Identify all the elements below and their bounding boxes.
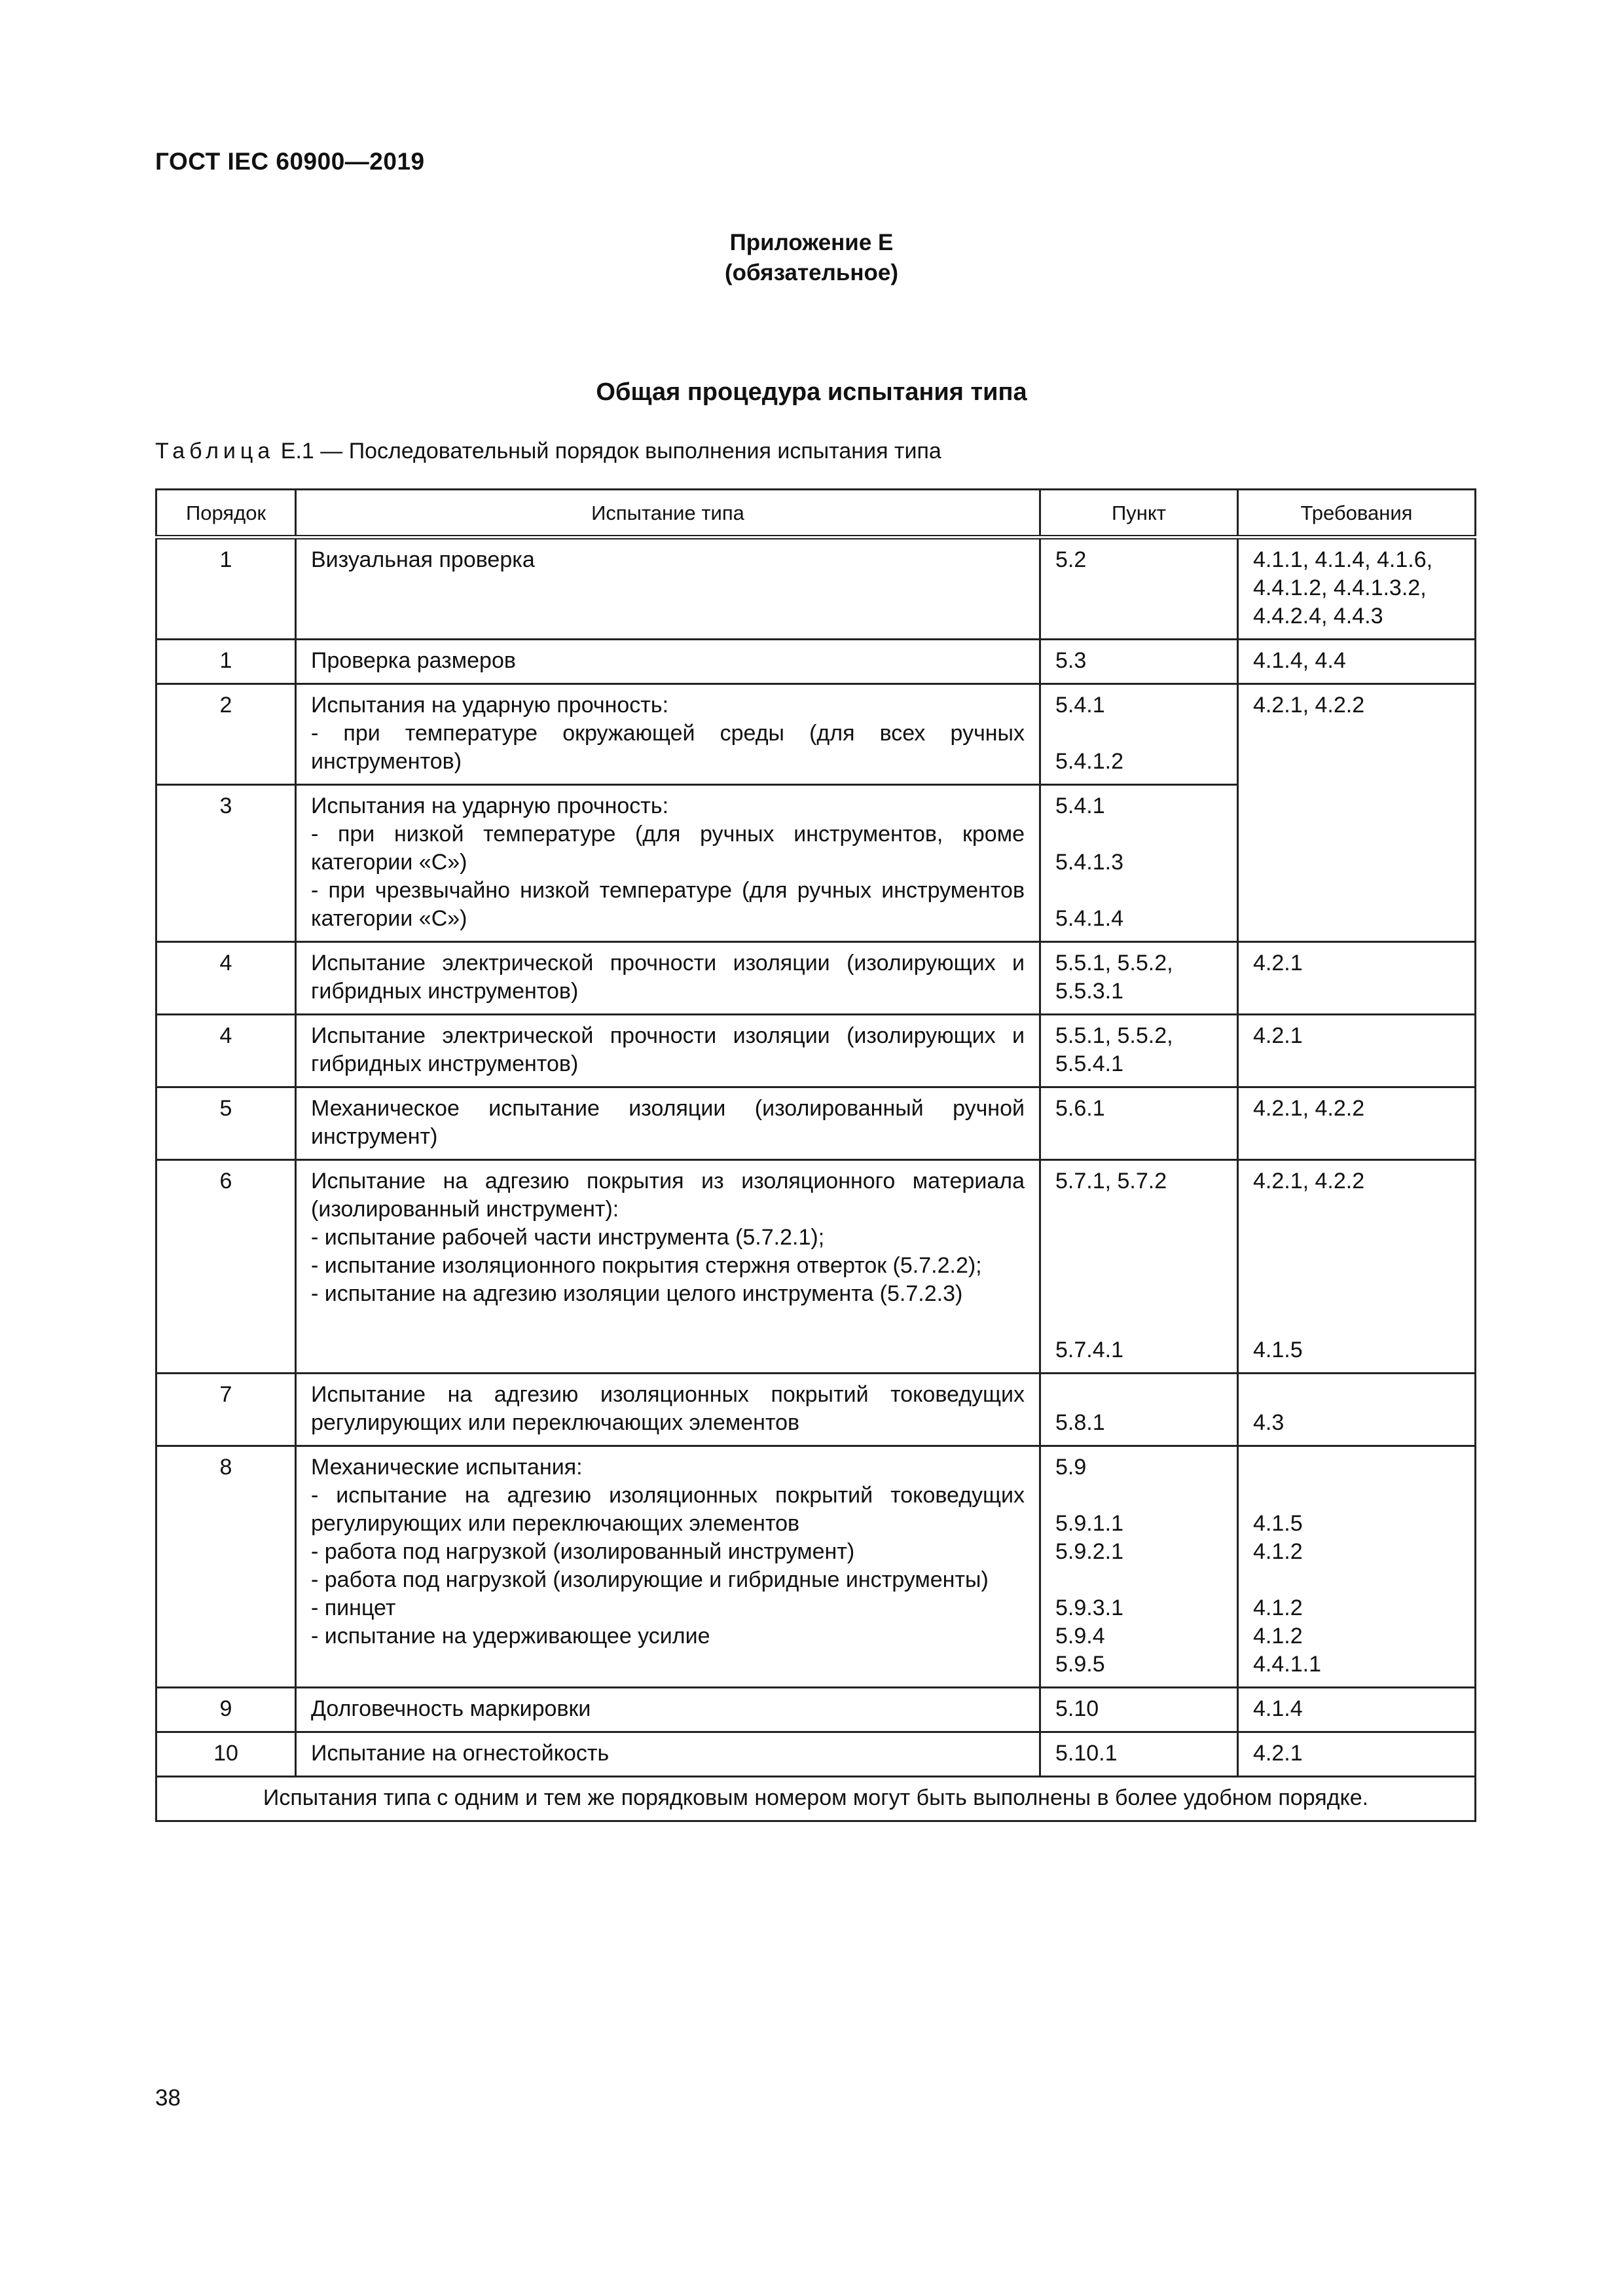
row-clause xyxy=(1040,1374,1238,1446)
row-requirements-line: 4.1.4, 4.4 xyxy=(1253,648,1346,673)
row-clause-line xyxy=(1055,1224,1222,1252)
row-clause xyxy=(1040,538,1238,640)
row-test-line: - при низкой температуре (для ручных инструментов, кроме категории «С») xyxy=(311,822,1025,875)
row-clause xyxy=(1040,1087,1238,1160)
row-test-line: - испытание на удерживающее усилие xyxy=(311,1624,710,1649)
row-clause xyxy=(1040,1446,1238,1688)
row-test-line: - работа под нагрузкой (изолирующие и гибридные инструменты) xyxy=(311,1567,989,1592)
table-row xyxy=(156,942,1476,1015)
table-row xyxy=(156,1160,1476,1374)
row-clause-line: 5.9.4 xyxy=(1055,1624,1105,1649)
row-clause-line: 5.9.5 xyxy=(1055,1652,1105,1677)
row-clause-line xyxy=(1055,1381,1222,1409)
row-test-line: - испытание на адгезию изоляции целого инструмента (5.7.2.3) xyxy=(311,1281,963,1306)
appendix-status: (обязательное) xyxy=(724,260,898,285)
row-test xyxy=(296,538,1040,640)
document-code: ГОСТ IEC 60900—2019 xyxy=(155,148,425,175)
row-test xyxy=(296,1732,1040,1777)
row-requirements xyxy=(1238,1732,1476,1777)
row-clause xyxy=(1040,1688,1238,1732)
row-order: 7 xyxy=(156,1374,296,1446)
row-order: 3 xyxy=(156,785,296,942)
row-clause-line: 5.7.4.1 xyxy=(1055,1338,1123,1362)
row-test xyxy=(296,1374,1040,1446)
row-test-line: - при температуре окружающей среды (для всех ручных инструментов) xyxy=(311,721,1025,774)
row-requirements-line: 4.3 xyxy=(1253,1410,1285,1435)
row-clause xyxy=(1040,1732,1238,1777)
row-requirements xyxy=(1238,538,1476,640)
section-title: Общая процедура испытания типа xyxy=(596,378,1027,406)
row-test-line: Испытания на ударную прочность: xyxy=(311,693,669,718)
row-test xyxy=(296,1688,1040,1732)
row-requirements-line: 4.2.1, 4.2.2 xyxy=(1253,1096,1365,1121)
row-clause-line: 5.5.1, 5.5.2, 5.5.3.1 xyxy=(1055,951,1173,1004)
row-test-line: - испытание на адгезию изоляционных покрытий токоведущих регулирующих или переключающих элементов xyxy=(311,1483,1025,1536)
table-row xyxy=(156,1688,1476,1732)
table-row xyxy=(156,538,1476,640)
row-requirements xyxy=(1238,1160,1476,1374)
row-test xyxy=(296,684,1040,785)
header-test: Испытание типа xyxy=(296,490,1040,538)
row-clause xyxy=(1040,785,1238,942)
row-requirements-line xyxy=(1253,1224,1460,1252)
row-test xyxy=(296,1446,1040,1688)
row-requirements xyxy=(1238,1688,1476,1732)
table-footer-row xyxy=(156,1777,1476,1821)
table-row xyxy=(156,1087,1476,1160)
header-order: Порядок xyxy=(156,490,296,538)
table-caption-label: Таблица xyxy=(155,439,275,464)
row-clause-line: 5.7.1, 5.7.2 xyxy=(1055,1169,1167,1194)
row-clause-line: 5.5.1, 5.5.2, 5.5.4.1 xyxy=(1055,1023,1173,1076)
row-clause-line xyxy=(1055,877,1222,905)
appendix-title: Приложение Е xyxy=(729,230,894,255)
row-clause-line: 5.10.1 xyxy=(1055,1741,1118,1766)
row-test-line: Проверка размеров xyxy=(311,648,516,673)
row-requirements-line: 4.2.1, 4.2.2 xyxy=(1253,1169,1365,1194)
table-footnote: Испытания типа с одним и тем же порядковым номером могут быть выполнены в более удобном порядке. xyxy=(156,1777,1476,1821)
row-test xyxy=(296,640,1040,684)
row-test xyxy=(296,1087,1040,1160)
row-test-line: - испытание рабочей части инструмента (5.7.2.1); xyxy=(311,1225,825,1250)
row-clause-line: 5.4.1.4 xyxy=(1055,906,1123,931)
row-requirements-line: 4.2.1 xyxy=(1253,1741,1303,1766)
row-clause-line: 5.6.1 xyxy=(1055,1096,1105,1121)
row-requirements-line: 4.1.5 xyxy=(1253,1511,1303,1536)
row-clause-line: 5.9.1.1 xyxy=(1055,1511,1123,1536)
row-order: 9 xyxy=(156,1688,296,1732)
row-test-line: Испытание электрической прочности изоляции (изолирующих и гибридных инструментов) xyxy=(311,1023,1025,1076)
row-test-line: Механические испытания: xyxy=(311,1455,583,1480)
row-clause-line xyxy=(1055,1280,1222,1308)
row-test xyxy=(296,1160,1040,1374)
row-test-line: Испытание на адгезию покрытия из изоляционного материала (изолированный инструмент): xyxy=(311,1169,1025,1222)
row-requirements-line: 4.1.5 xyxy=(1253,1338,1303,1362)
row-requirements-line xyxy=(1253,1453,1460,1482)
row-clause xyxy=(1040,1015,1238,1087)
row-requirements-line xyxy=(1253,1252,1460,1280)
row-clause-line xyxy=(1055,1195,1222,1224)
row-order: 5 xyxy=(156,1087,296,1160)
table-row xyxy=(156,640,1476,684)
row-clause xyxy=(1040,684,1238,785)
row-requirements xyxy=(1238,1446,1476,1688)
row-requirements-line: 4.2.1, 4.2.2 xyxy=(1253,693,1365,718)
row-clause-line: 5.2 xyxy=(1055,547,1087,572)
row-clause-line: 5.9.3.1 xyxy=(1055,1595,1123,1620)
row-requirements-line: 4.1.4 xyxy=(1253,1696,1303,1721)
header-clause: Пункт xyxy=(1040,490,1238,538)
row-test-line: Испытание на адгезию изоляционных покрытий токоведущих регулирующих или переключающих элементов xyxy=(311,1382,1025,1435)
row-test-line: - работа под нагрузкой (изолированный инструмент) xyxy=(311,1539,855,1564)
page-number: 38 xyxy=(155,2085,181,2111)
table-caption xyxy=(155,439,941,464)
row-order: 1 xyxy=(156,538,296,640)
row-clause-line: 5.3 xyxy=(1055,648,1087,673)
row-test-line: - при чрезвычайно низкой температуре (для ручных инструментов категории «С») xyxy=(311,878,1025,931)
row-clause-line xyxy=(1055,1566,1222,1594)
row-test-line: Испытание электрической прочности изоляции (изолирующих и гибридных инструментов) xyxy=(311,951,1025,1004)
row-requirements-line: 4.1.2 xyxy=(1253,1539,1303,1564)
row-order: 4 xyxy=(156,942,296,1015)
row-requirements-line xyxy=(1253,1566,1460,1594)
row-clause-line: 5.4.1.3 xyxy=(1055,850,1123,875)
row-order: 4 xyxy=(156,1015,296,1087)
row-requirements-line: 4.1.2 xyxy=(1253,1624,1303,1649)
row-clause-line: 5.8.1 xyxy=(1055,1410,1105,1435)
row-order: 6 xyxy=(156,1160,296,1374)
row-test-line: Испытание на огнестойкость xyxy=(311,1741,610,1766)
row-order: 8 xyxy=(156,1446,296,1688)
row-requirements-line: 4.2.1 xyxy=(1253,951,1303,975)
row-clause-line: 5.9.2.1 xyxy=(1055,1539,1123,1564)
row-test xyxy=(296,942,1040,1015)
row-requirements-line: 4.2.1 xyxy=(1253,1023,1303,1048)
row-test xyxy=(296,785,1040,942)
row-clause xyxy=(1040,1160,1238,1374)
row-order: 2 xyxy=(156,684,296,785)
row-test xyxy=(296,1015,1040,1087)
row-clause-line: 5.4.1.2 xyxy=(1055,749,1123,774)
row-requirements-line xyxy=(1253,1280,1460,1308)
row-clause-line xyxy=(1055,820,1222,848)
table-row xyxy=(156,1446,1476,1688)
row-order: 1 xyxy=(156,640,296,684)
test-order-table xyxy=(155,488,1476,1822)
row-test-line: Визуальная проверка xyxy=(311,547,535,572)
row-requirements-line: 4.1.1, 4.1.4, 4.1.6, 4.4.1.2, 4.4.1.3.2, 4.4.2.4, 4.4.3 xyxy=(1253,547,1433,629)
table-row xyxy=(156,684,1476,785)
row-clause xyxy=(1040,942,1238,1015)
row-requirements xyxy=(1238,1087,1476,1160)
row-clause-line: 5.10 xyxy=(1055,1696,1099,1721)
row-clause xyxy=(1040,640,1238,684)
table-header-row xyxy=(156,490,1476,538)
row-requirements-line: 4.4.1.1 xyxy=(1253,1652,1321,1677)
row-test-line: Механическое испытание изоляции (изолированный ручной инструмент) xyxy=(311,1096,1025,1149)
row-clause-line xyxy=(1055,1482,1222,1510)
table-body xyxy=(156,538,1476,1777)
table-row xyxy=(156,1015,1476,1087)
row-requirements-line xyxy=(1253,1381,1460,1409)
row-clause-line: 5.4.1 xyxy=(1055,793,1105,818)
row-requirements-line xyxy=(1253,1482,1460,1510)
row-test-line: Испытания на ударную прочность: xyxy=(311,793,669,818)
header-requirements: Требования xyxy=(1238,490,1476,538)
row-clause-line xyxy=(1055,1252,1222,1280)
row-clause-line: 5.4.1 xyxy=(1055,693,1105,718)
row-clause-line xyxy=(1055,720,1222,748)
table-row xyxy=(156,1732,1476,1777)
row-requirements-line xyxy=(1253,1308,1460,1336)
row-requirements-line xyxy=(1253,1195,1460,1224)
row-requirements-line: 4.1.2 xyxy=(1253,1595,1303,1620)
row-clause-line: 5.9 xyxy=(1055,1455,1087,1480)
row-test-line: - пинцет xyxy=(311,1595,396,1620)
row-test-line: Долговечность маркировки xyxy=(311,1696,591,1721)
row-requirements xyxy=(1238,640,1476,684)
row-requirements xyxy=(1238,942,1476,1015)
row-order: 10 xyxy=(156,1732,296,1777)
row-requirements xyxy=(1238,1015,1476,1087)
row-requirements xyxy=(1238,1374,1476,1446)
table-caption-text: Е.1 — Последовательный порядок выполнения испытания типа xyxy=(280,439,941,464)
table-row xyxy=(156,1374,1476,1446)
row-requirements xyxy=(1238,684,1476,942)
row-clause-line xyxy=(1055,1308,1222,1336)
appendix-heading xyxy=(0,228,1623,288)
row-test-line: - испытание изоляционного покрытия стержня отверток (5.7.2.2); xyxy=(311,1253,982,1278)
